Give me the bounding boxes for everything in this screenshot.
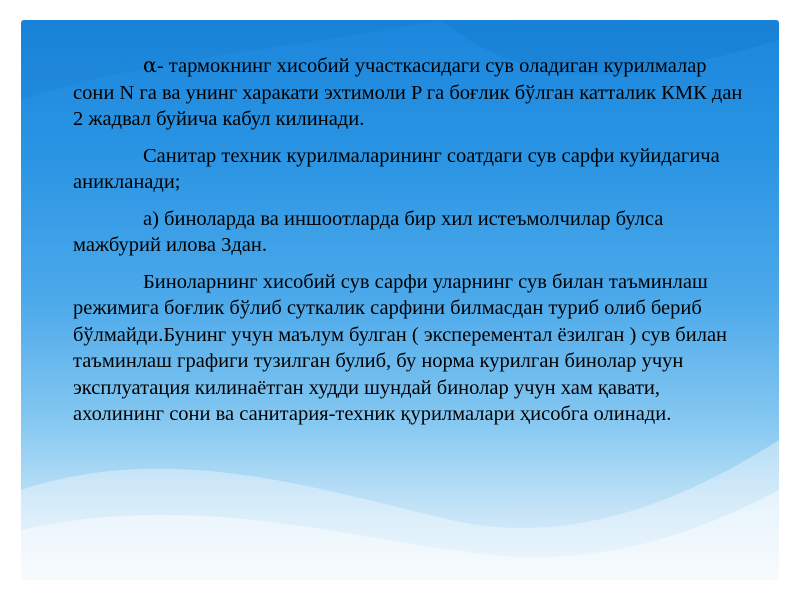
paragraph-4 xyxy=(73,269,743,428)
slide-text-body xyxy=(73,52,743,438)
alpha-symbol: α xyxy=(143,53,157,77)
paragraph-3 xyxy=(73,206,743,259)
paragraph-2 xyxy=(73,143,743,196)
paragraph-1-text: - тармокнинг хисобий участкасидаги сув оладиган курилмалар сони N га ва унинг харакати эхтимоли P га боғлик бўлган катталик КМК дан 2 жадвал буйича кабул килинади. xyxy=(73,55,743,130)
paragraph-3-text: а) биноларда ва иншоотларда бир хил истеъмолчилар булса мажбурий илова 3дан. xyxy=(73,207,664,256)
slide-background-panel xyxy=(21,20,779,580)
paragraph-4-text: Биноларнинг хисобий сув сарфи уларнинг сув билан таъминлаш режимига боғлик бўлиб суткалик сарфини билмасдан туриб олиб бериб бўлмайди.Бунинг учун маълум булган ( эксперементал ёзилган ) сув билан таъминлаш графиги тузилган булиб, бу норма курилган бинолар учун эксплуатация килинаётган худди шундай бинолар учун хам қавати, ахолининг сони ва санитария-техник қурилмалари ҳисобга олинади. xyxy=(73,270,728,425)
paragraph-1 xyxy=(73,52,743,133)
paragraph-2-text: Санитар техник курилмаларининг соатдаги сув сарфи куйидагича аникланади; xyxy=(73,144,720,193)
